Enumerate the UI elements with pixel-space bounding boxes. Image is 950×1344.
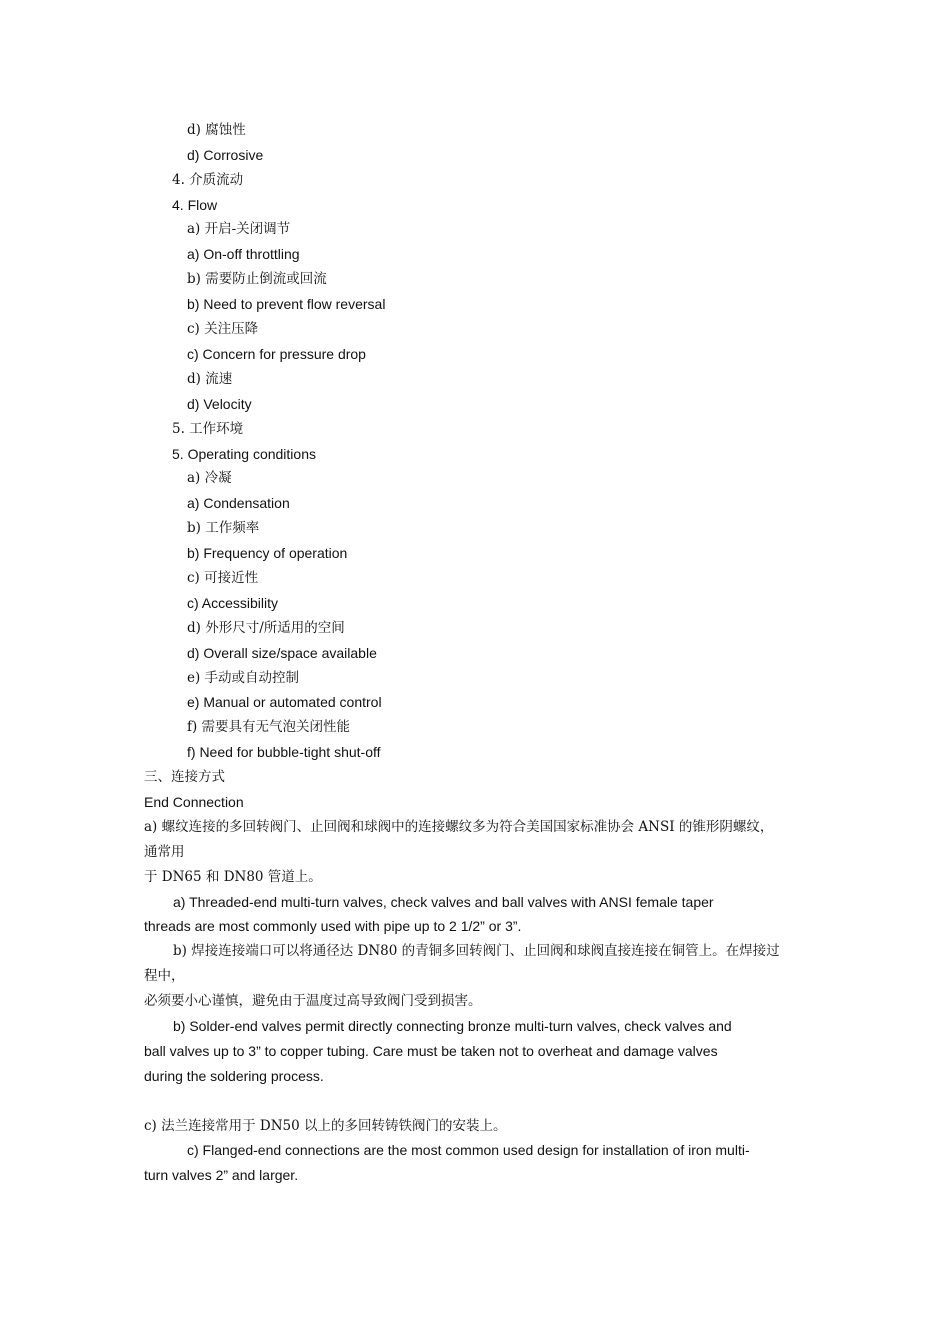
text-line: c) 可接近性 — [187, 570, 259, 586]
text-line: 必须要小心谨慎，避免由于温度过高导致阀门受到损害。 — [144, 993, 482, 1009]
text-line: a) Condensation — [187, 495, 290, 511]
text-line: b) 工作频率 — [187, 520, 260, 536]
text-line: 4. Flow — [172, 197, 218, 213]
text-line: 5. Operating conditions — [172, 446, 316, 462]
text-line: c) Concern for pressure drop — [187, 346, 366, 362]
text-line: c) Accessibility — [187, 595, 279, 611]
section-heading-en: End Connection — [144, 794, 244, 810]
text-line: turn valves 2” and larger. — [144, 1167, 299, 1183]
text-line: a) Threaded-end multi-turn valves, check valves and ball valves with ANSI female taper — [173, 894, 714, 910]
text-line: c) Flanged-end connections are the most common used design for installation of iron multi- — [187, 1142, 750, 1158]
text-line: 通常用 — [144, 844, 185, 860]
text-line: 于 DN65 和 DN80 管道上。 — [144, 869, 322, 885]
text-line: e) 手动或自动控制 — [187, 670, 300, 686]
text-line: b) Need to prevent flow reversal — [187, 296, 386, 312]
text-line: 程中， — [144, 968, 185, 984]
text-line: threads are most commonly used with pipe up to 2 1/2” or 3”. — [144, 918, 522, 934]
text-line: e) Manual or automated control — [187, 694, 382, 710]
text-line: c) 法兰连接常用于 DN50 以上的多回转铸铁阀门的安装上。 — [144, 1118, 507, 1134]
text-line: b) Frequency of operation — [187, 545, 348, 561]
text-line: 5. 工作环境 — [172, 421, 244, 437]
text-line: a) 开启-关闭调节 — [187, 221, 291, 237]
text-line: d) 流速 — [187, 371, 233, 387]
text-line: b) 焊接连接端口可以将通径达 DN80 的青铜多回转阀门、止回阀和球阀直接连接在铜管上。在焊接过 — [173, 943, 780, 959]
text-line: a) 冷凝 — [187, 470, 232, 486]
text-line: d) Overall size/space available — [187, 645, 377, 661]
section-heading: 三、连接方式 — [144, 769, 225, 785]
text-line: b) Solder-end valves permit directly connecting bronze multi-turn valves, check valves and — [173, 1018, 732, 1034]
text-line: f) 需要具有无气泡关闭性能 — [187, 719, 351, 735]
text-line: during the soldering process. — [144, 1068, 324, 1084]
text-line: a) On-off throttling — [187, 246, 300, 262]
text-line: ball valves up to 3” to copper tubing. Care must be taken not to overheat and damage valves — [144, 1043, 718, 1059]
text-line: c) 关注压降 — [187, 321, 259, 337]
text-line: d) Corrosive — [187, 147, 264, 163]
text-line: b) 需要防止倒流或回流 — [187, 271, 327, 287]
text-line: a) 螺纹连接的多回转阀门、止回阀和球阀中的连接螺纹多为符合美国国家标准协会 ANSI 的锥形阴螺纹， — [144, 819, 774, 835]
text-line: 4. 介质流动 — [172, 172, 244, 188]
text-line: f) Need for bubble-tight shut-off — [187, 744, 381, 760]
text-line: d) Velocity — [187, 396, 252, 412]
text-line: d) 外形尺寸/所适用的空间 — [187, 620, 345, 636]
text-line: d) 腐蚀性 — [187, 122, 246, 138]
